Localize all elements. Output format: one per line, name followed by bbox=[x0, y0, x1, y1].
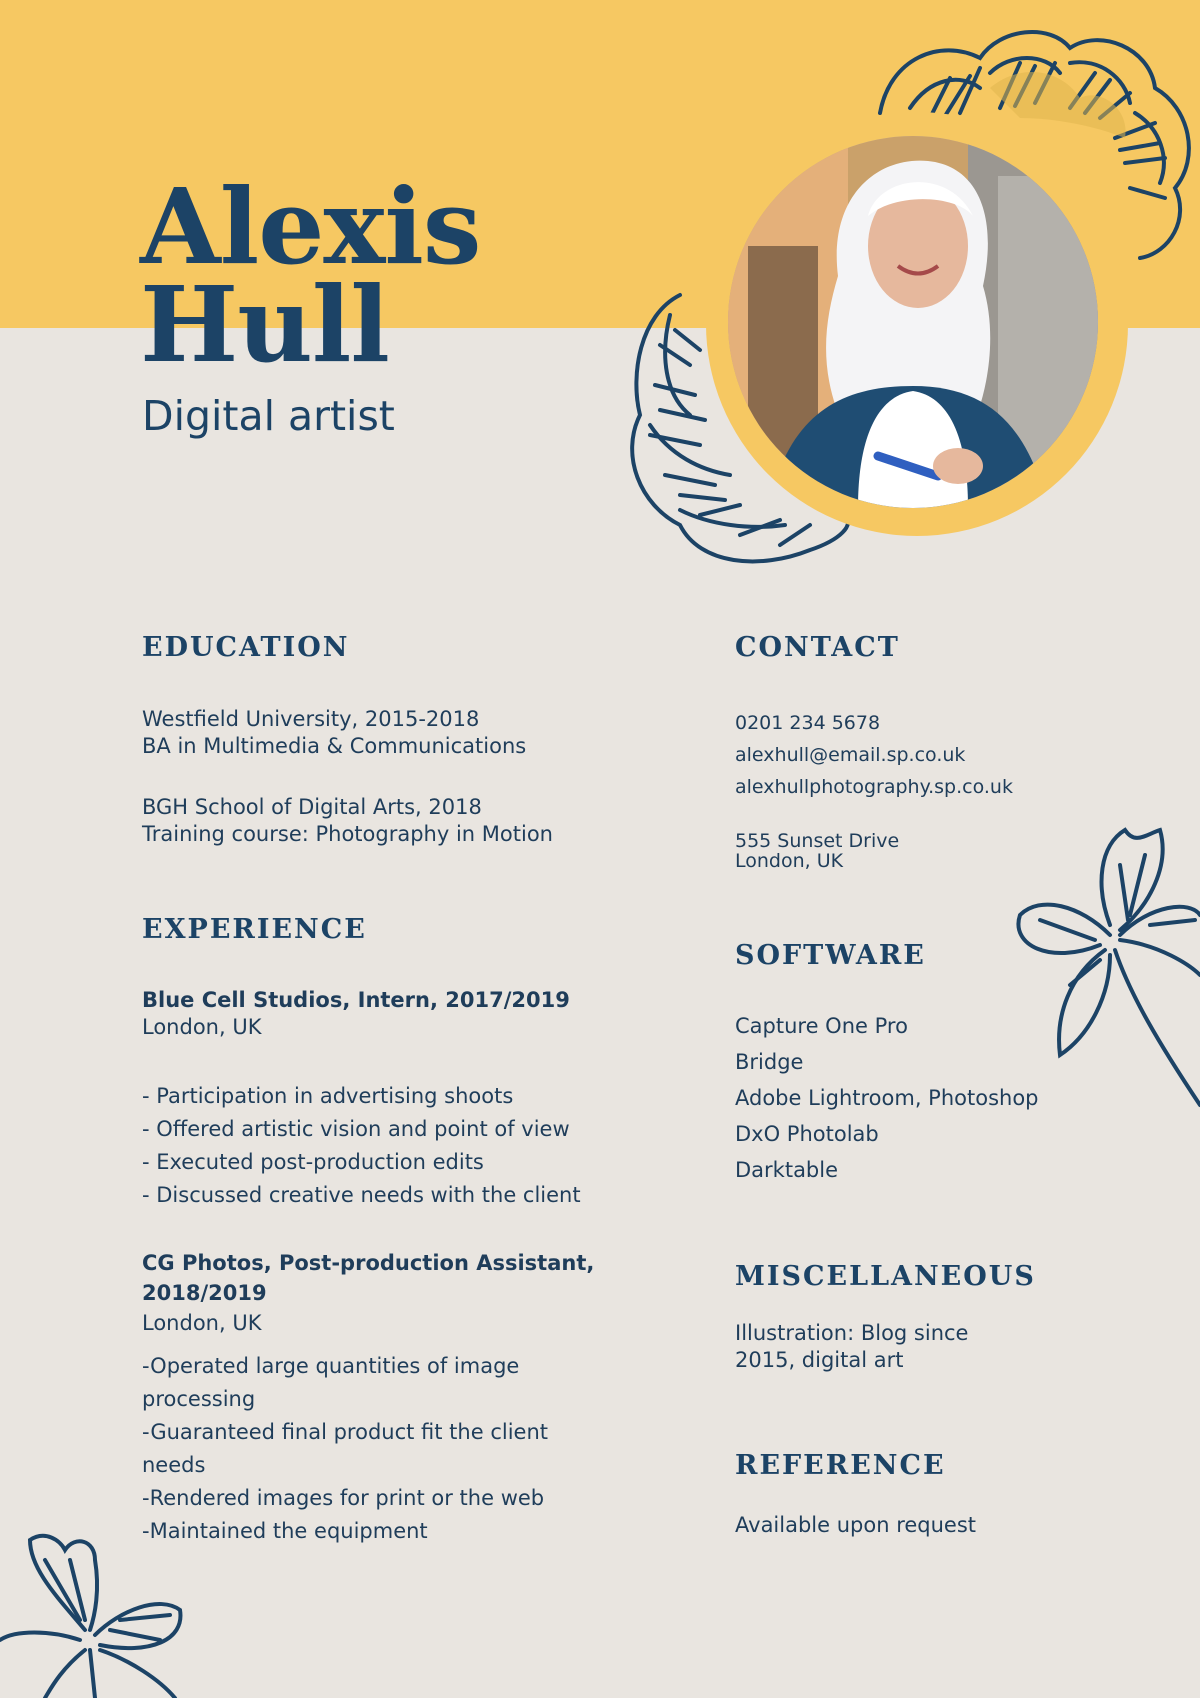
reference-heading: REFERENCE bbox=[735, 1450, 946, 1481]
experience-heading: EXPERIENCE bbox=[142, 914, 367, 945]
software-item: DxO Photolab bbox=[735, 1122, 879, 1146]
contact-phone: 0201 234 5678 bbox=[735, 712, 881, 734]
misc-heading: MISCELLANEOUS bbox=[735, 1261, 1036, 1292]
software-item: Adobe Lightroom, Photoshop bbox=[735, 1086, 1039, 1110]
first-name: Alexis bbox=[140, 165, 481, 288]
bullet-item: -Rendered images for print or the web bbox=[142, 1486, 545, 1510]
job-heading: Blue Cell Studios, Intern, 2017/2019 bbox=[142, 988, 570, 1012]
education-line: Westfield University, 2015-2018 bbox=[142, 707, 480, 731]
bullet-item: - Participation in advertising shoots bbox=[142, 1084, 514, 1108]
job-bullets bbox=[142, 1350, 548, 1548]
software-item: Bridge bbox=[735, 1050, 804, 1074]
education-entry bbox=[142, 706, 526, 760]
bullet-item: processing bbox=[142, 1387, 256, 1411]
contact-address bbox=[735, 831, 899, 871]
job-heading: 2018/2019 bbox=[142, 1281, 267, 1305]
education-line: BGH School of Digital Arts, 2018 bbox=[142, 795, 482, 819]
education-entry bbox=[142, 794, 553, 848]
bullet-item: -Maintained the equipment bbox=[142, 1519, 428, 1543]
education-line: BA in Multimedia & Communications bbox=[142, 734, 527, 758]
job-location: London, UK bbox=[142, 1015, 262, 1039]
bullet-item: -Guaranteed final product fit the client bbox=[142, 1420, 549, 1444]
contact-website: alexhullphotography.sp.co.uk bbox=[735, 776, 1013, 798]
contact-email: alexhull@email.sp.co.uk bbox=[735, 744, 966, 766]
address-line: 555 Sunset Drive bbox=[735, 830, 900, 852]
software-item: Darktable bbox=[735, 1158, 839, 1182]
bullet-item: - Offered artistic vision and point of view bbox=[142, 1117, 570, 1141]
flower-illustration-icon bbox=[0, 1530, 190, 1698]
bullet-item: - Discussed creative needs with the client bbox=[142, 1183, 581, 1207]
portrait-photo bbox=[728, 136, 1098, 508]
education-line: Training course: Photography in Motion bbox=[142, 822, 553, 846]
software-item: Capture One Pro bbox=[735, 1014, 908, 1038]
education-heading: EDUCATION bbox=[142, 632, 350, 663]
bullet-item: - Executed post-production edits bbox=[142, 1150, 484, 1174]
contact-details bbox=[735, 707, 1013, 803]
job-entry bbox=[142, 987, 570, 1041]
job-bullets bbox=[142, 1080, 581, 1212]
job-location: London, UK bbox=[142, 1311, 262, 1335]
job-title: Digital artist bbox=[142, 392, 395, 440]
contact-heading: CONTACT bbox=[735, 632, 900, 663]
bullet-item: needs bbox=[142, 1453, 206, 1477]
job-entry bbox=[142, 1248, 594, 1338]
job-heading: CG Photos, Post-production Assistant, bbox=[142, 1251, 595, 1275]
software-list bbox=[735, 1008, 1039, 1188]
reference-text: Available upon request bbox=[735, 1513, 977, 1537]
software-heading: SOFTWARE bbox=[735, 940, 926, 971]
last-name: Hull bbox=[140, 263, 389, 386]
address-line: London, UK bbox=[735, 850, 844, 872]
misc-line: 2015, digital art bbox=[735, 1348, 904, 1372]
misc-line: Illustration: Blog since bbox=[735, 1321, 969, 1345]
misc-text bbox=[735, 1320, 968, 1374]
candidate-name bbox=[140, 165, 481, 386]
bullet-item: -Operated large quantities of image bbox=[142, 1354, 520, 1378]
